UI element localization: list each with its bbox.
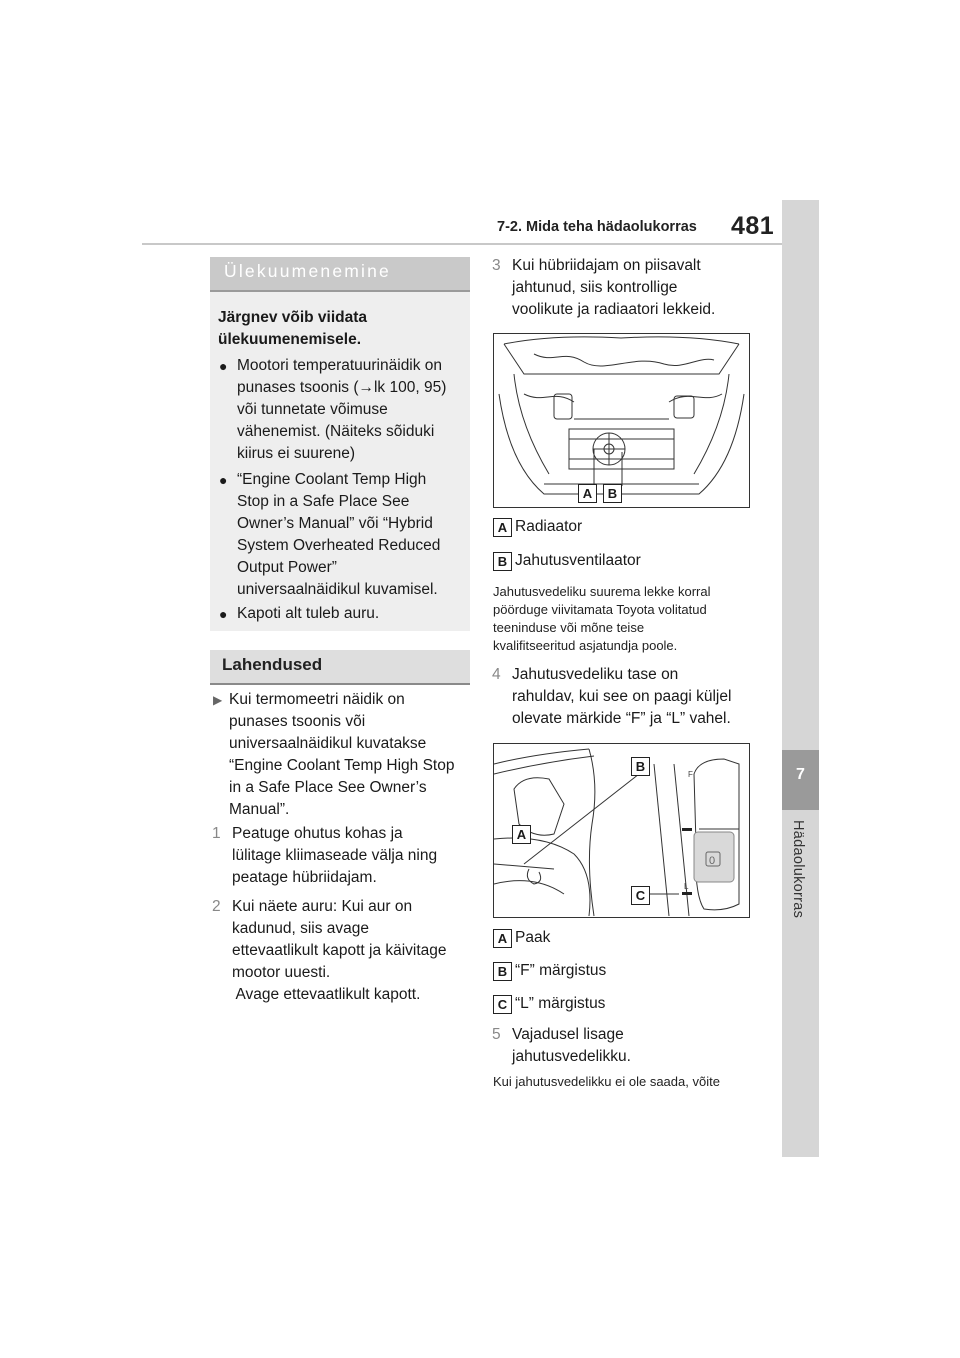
solutions-title: Lahendused (222, 655, 323, 674)
step-number: 5 (492, 1026, 501, 1043)
footer-text: Kui jahutusvedelikku ei ole saada, võite (493, 1074, 720, 1089)
legend-tag: A (493, 518, 512, 537)
legend-label: “F” märgistus (515, 962, 607, 979)
bullet-dot-icon: ● (219, 358, 228, 374)
overheat-bullet-1: Mootori temperatuurinäidik on punases tsoonis (→lk 100, 95) või tunnetate võimuse vähenemist. (Näiteks sõiduki kiirus ei suurene) (237, 357, 447, 462)
legend-label: Paak (515, 929, 551, 946)
bullet-dot-icon: ● (219, 472, 228, 488)
section-title: 7-2. Mida teha hädaolukorras (497, 219, 697, 235)
bullet-dot-icon: ● (219, 606, 228, 622)
step-number: 3 (492, 257, 501, 274)
figure1-callout-a: A (578, 484, 597, 503)
step-number: 1 (212, 825, 221, 842)
chapter-label: Hädaolukorras (790, 820, 806, 919)
overheat-box-title: Ülekuumenemine (224, 261, 391, 281)
step-4-text: Jahutusvedeliku tase on rahuldav, kui see on paagi küljel olevate märkide “F” ja “L” vahel. (512, 666, 732, 727)
step-number: 2 (212, 898, 221, 915)
legend-tag: A (493, 929, 512, 948)
engine-bay-illustration (493, 333, 750, 508)
overheat-box-rule (210, 290, 470, 292)
coolant-reservoir-illustration (493, 743, 750, 918)
overheat-intro: Järgnev võib viidata ülekuumenemisele. (218, 309, 368, 348)
legend-label: “L” märgistus (515, 995, 606, 1012)
legend-tag: C (493, 995, 512, 1014)
figure2-callout-a: A (512, 825, 531, 844)
legend-tag: B (493, 552, 512, 571)
page-number: 481 (731, 212, 775, 240)
reservoir-cap-label: 0 (709, 855, 716, 867)
chapter-number: 7 (796, 766, 805, 783)
chapter-side-tab (782, 200, 819, 1157)
step-3-text: Kui hübriidajam on piisavalt jahtunud, siis kontrollige voolikute ja radiaatori lekkeid. (512, 257, 716, 318)
step-5-text: Vajadusel lisage jahutusvedelikku. (512, 1026, 631, 1065)
triangle-pointer-icon: ▶ (213, 693, 223, 707)
figure2-callout-c: C (631, 886, 650, 905)
figure1-callout-b: B (603, 484, 622, 503)
overheat-bullet-2: “Engine Coolant Temp High Stop in a Safe Place See Owner’s Manual” või “Hybrid System Overheated Reduced Output Power” universaalnäidikul kuvamisel. (237, 471, 441, 598)
leak-note: Jahutusvedeliku suurema lekke korral pöörduge viivitamata Toyota volitatud teeninduse või mõne teise kvalifitseeritud asjatundja poole. (493, 584, 711, 653)
legend-label: Jahutusventilaator (515, 552, 641, 569)
legend-tag: B (493, 962, 512, 981)
f-mark-label: F (688, 770, 693, 779)
solutions-condition: Kui termomeetri näidik on punases tsoonis või universaalnäidikul kuvatakse “Engine Coolant Temp High Stop in a Safe Place See Owner’s Manual”. (229, 691, 455, 818)
overheat-bullet-3: Kapoti alt tuleb auru. (237, 605, 380, 622)
legend-label: Radiaator (515, 518, 583, 535)
l-mark-label: L (684, 882, 689, 891)
solutions-rule (210, 683, 470, 685)
header-rule (142, 243, 782, 245)
figure2-callout-b: B (631, 757, 650, 776)
step-2-text: Kui näete auru: Kui aur on kadunud, siis avage ettevaatlikult kapott ja käivitage mootor uuesti. Avage ettevaatlikult kapott. (232, 898, 447, 1003)
step-number: 4 (492, 666, 501, 683)
step-1-text: Peatuge ohutus kohas ja lülitage kliimaseade välja ning peatage hübriidajam. (232, 825, 438, 886)
